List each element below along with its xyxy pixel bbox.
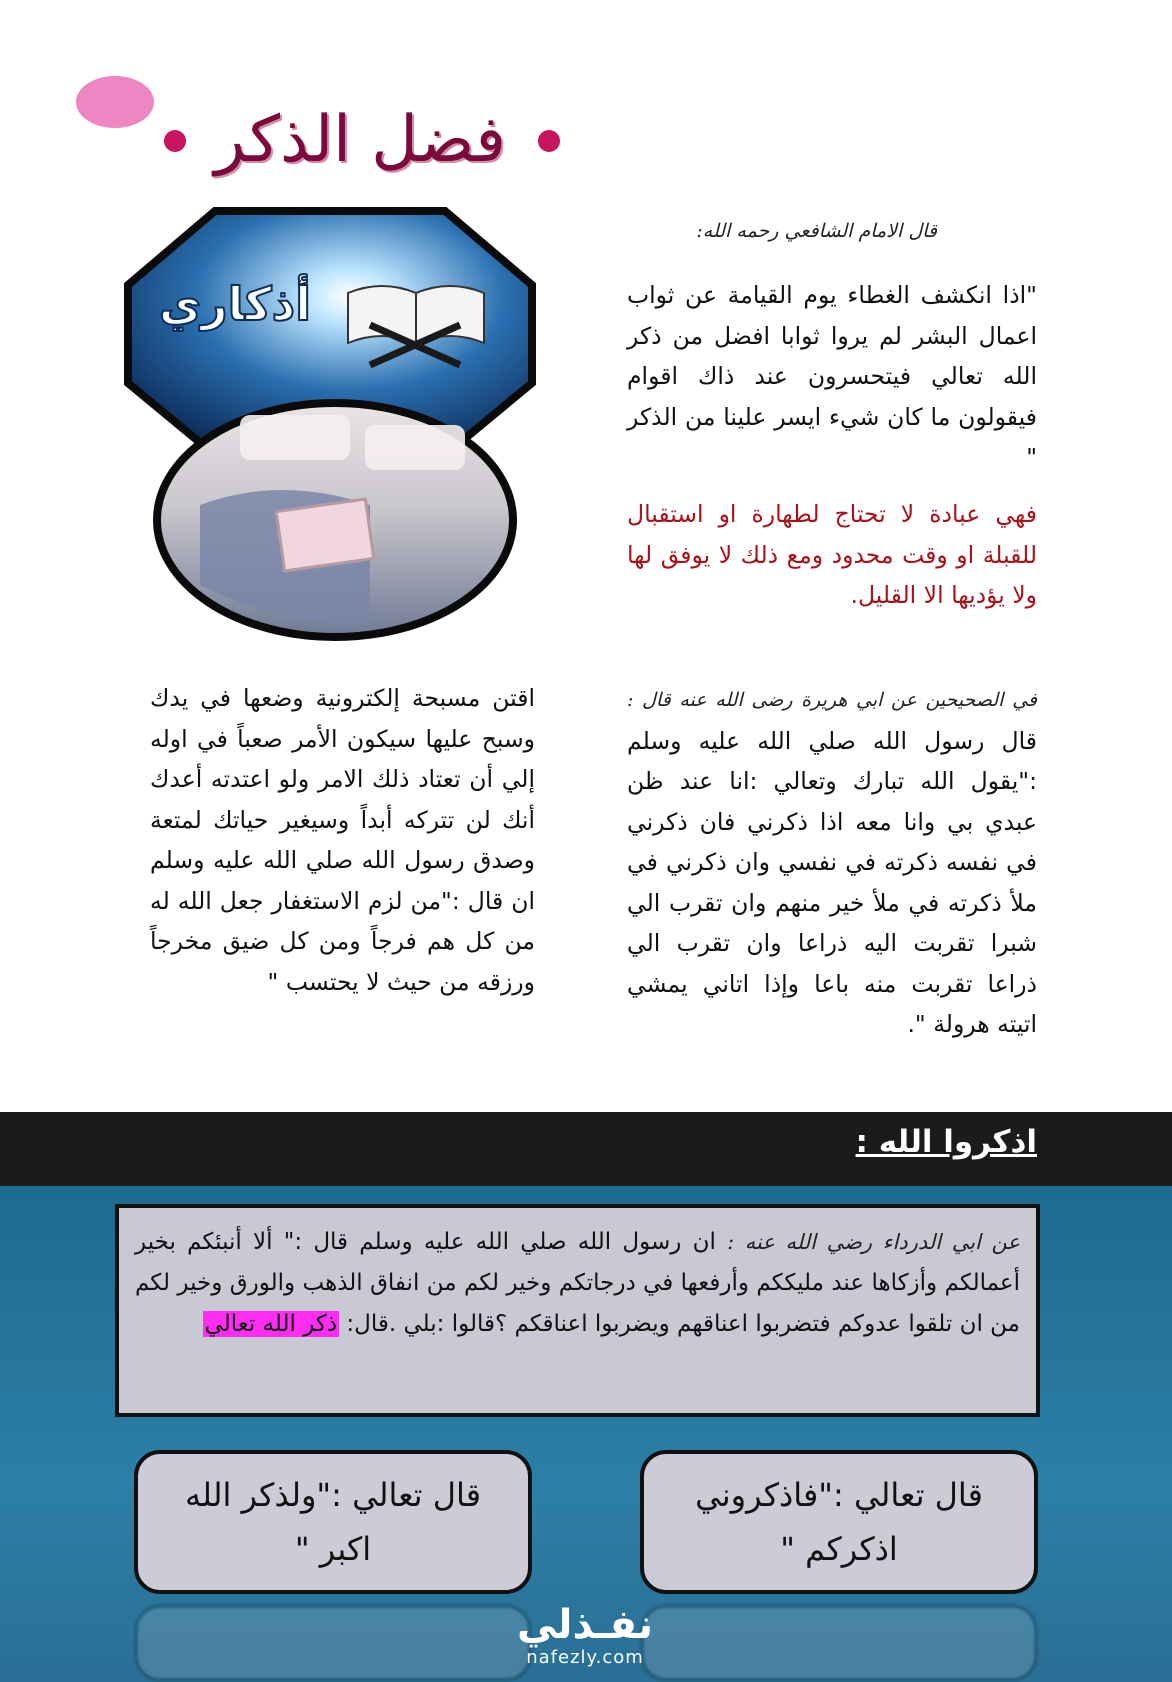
hadith-block	[627, 678, 1037, 1045]
page-title-block	[150, 95, 570, 185]
highlighted-phrase: ذكر الله تعالي	[204, 1311, 338, 1337]
advice-paragraph: اقتن مسبحة إلكترونية وضعها في يدك وسبح عليها سيكون الأمر صعباً في اوله إلي أن تعتاد ذلك الامر ولو اعتدته أعدك أنك لن تتركه أبداً وسيغير حياتك لمتعة وصدق رسول الله صلي الله عليه وسلم ان قال :"من لزم الاستغفار جعل الله له من كل هم فرجاً ومن كل ضيق مخرجاً ورزقه من حيث لا يحتسب "	[150, 684, 535, 996]
verse-card-right	[640, 1450, 1038, 1594]
verse-reflection-right	[640, 1604, 1038, 1682]
verse-card-left	[134, 1450, 532, 1594]
badge-text: أذكاري	[158, 277, 312, 331]
box-text: ان رسول الله صلي الله عليه وسلم قال :" ألا أنبئكم بخير أعمالكم وأزكاها عند مليككم وأرفعها في درجاتكم وخير لكم من انفاق الذهب والورق وخير لكم من ان تلقوا عدوكم فتضربوا اعناقهم ويضربوا اعناقكم ؟قالوا :بلي .قال:	[135, 1229, 1020, 1337]
box-intro: عن ابي الدرداء رضي الله عنه :	[727, 1230, 1021, 1254]
hadith-text: قال رسول الله صلي الله عليه وسلم :"يقول الله تبارك وتعالي :انا عند ظن عبدي بي وانا معه اذا ذكرني فان ذكرني في نفسه ذكرته في نفسي وان ذكرني في ملأ ذكرته في ملأ خير منهم وان تقرب الي شبرا تقربت اليه ذراعا وان تقرب الي ذراعا تقربت منه باعا وإذا اتاني يمشي اتيته هرولة ".	[627, 726, 1037, 1038]
verse-left-text: قال تعالي :"ولذكر الله اكبر "	[184, 1476, 482, 1568]
verse-reflection-left	[134, 1604, 532, 1682]
shafii-quote: "اذا انكشف الغطاء يوم القيامة عن ثواب اعمال البشر لم يروا ثوابا افضل من ذكر الله تعالي فيتحسرون عند ذاك اقوام فيقولون ما كان شيء ايسر علينا من الذكر "	[627, 281, 1037, 471]
page-title: فضل الذكر	[214, 103, 506, 177]
shafii-intro: قال الامام الشافعي رحمه الله:	[696, 220, 937, 242]
hadith-box	[115, 1204, 1040, 1417]
hadith-intro: في الصحيحين عن ابي هريرة رضى الله عنه قال :	[627, 689, 1037, 711]
title-dot-right	[538, 130, 560, 152]
logo-arabic: نفـذلي	[516, 1602, 654, 1648]
decorative-blob	[76, 76, 154, 128]
adhkari-illustration	[120, 205, 540, 645]
nafezly-logo	[500, 1603, 670, 1668]
logo-latin: nafezly.com	[526, 1647, 644, 1668]
illustration-graphic	[120, 205, 540, 645]
verse-right-text: قال تعالي :"فاذكروني اذكركم "	[695, 1476, 983, 1568]
title-dot-left	[164, 130, 186, 152]
ibadah-note: فهي عبادة لا تحتاج لطهارة او استقبال للقبلة او وقت محدود ومع ذلك لا يوفق لها ولا يؤديها الا القليل.	[627, 500, 1037, 609]
section-header-title: اذكروا الله :	[855, 1124, 1037, 1160]
